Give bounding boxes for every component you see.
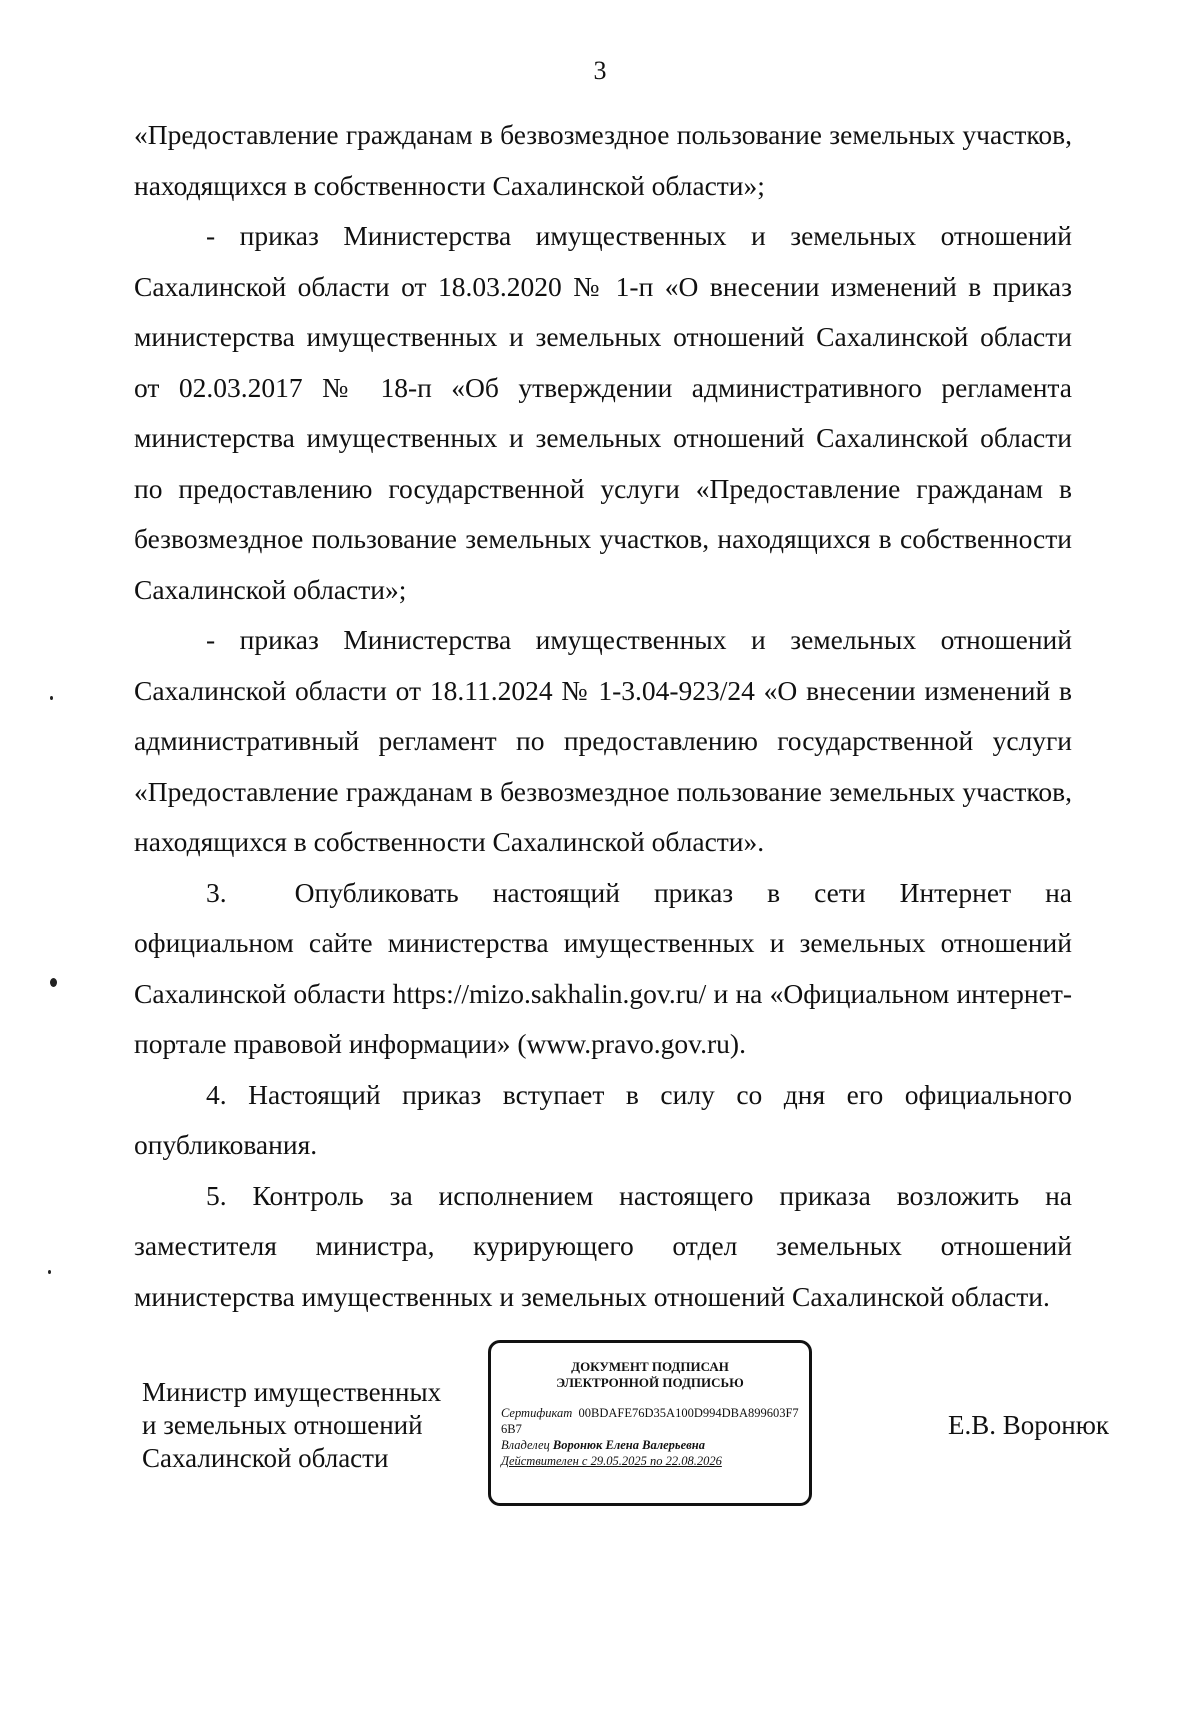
paragraph-order-2020: - приказ Министерства имущественных и земельных отношений Сахалинской области от 18.03.2020 № 1-п «О внесении изменений в приказ министерства имущественных и земельных отношений Сахалинской области от 02.03.2017 № 18-п «Об утверждении административного регламента министерства имущественных и земельных отношений Сахалинской области по предоставлению государственной услуги «Предоставление гражданам в безвозмездное пользование земельных участков, находящихся в собственности Сахалинской области»; [134,220,1072,605]
stamp-certificate [491,1405,809,1437]
stamp-owner [491,1437,809,1453]
scan-speck [50,978,57,987]
stamp-validity: Действителен с 29.05.2025 по 22.08.2026 [501,1454,722,1468]
position-line: Министр имущественных [142,1377,442,1407]
paragraph-item-3 [134,868,1072,1070]
paragraph-order-2024: - приказ Министерства имущественных и земельных отношений Сахалинской области от 18.11.2024 № 1-3.04-923/24 «О внесении изменений в административный регламент по предоставлению государственной услуги «Предоставление гражданам в безвозмездное пользование земельных участков, находящихся в собственности Сахалинской области». [134,624,1072,857]
document-body [134,110,1072,1322]
position-line: Сахалинской области [142,1443,389,1473]
scan-speck [50,696,53,700]
signatory-position [142,1376,441,1475]
certificate-value: 00BDAFE76D35A100D994DBA899603F76B7 [501,1406,799,1436]
paragraph-item-5: 5. Контроль за исполнением настоящего приказа возложить на заместителя министра, курирующего отдел земельных отношений министерства имущественных и земельных отношений Сахалинской области. [134,1179,1072,1312]
stamp-title-line: ДОКУМЕНТ ПОДПИСАН [571,1359,729,1374]
stamp-title [491,1359,809,1391]
paragraph-continuation: «Предоставление гражданам в безвозмездное пользование земельных участков, находящихся в собственности Сахалинской области»; [134,119,1072,201]
stamp-title-line: ЭЛЕКТРОННОЙ ПОДПИСЬЮ [556,1375,744,1390]
page-number: 3 [593,56,607,85]
position-line: и земельных отношений [142,1410,423,1440]
owner-label: Владелец [501,1438,550,1452]
signatory-name: Е.В. Воронюк [948,1410,1109,1440]
certificate-label: Сертификат [501,1406,573,1420]
item-number: 3. [206,876,227,908]
paragraph-item-4: 4. Настоящий приказ вступает в силу со дня его официального опубликования. [134,1078,1072,1160]
item-text: Опубликовать настоящий приказ в сети Интернет на официальном сайте министерства имущественных и земельных отношений Сахалинской области https://mizo.sakhalin.gov.ru/ и на «Официальном интернет-портале правовой информации» (www.pravo.gov.ru). [134,876,1072,1059]
scan-speck [48,1270,51,1274]
owner-value: Воронюк Елена Валерьевна [552,1438,705,1452]
electronic-signature-stamp [488,1340,812,1506]
